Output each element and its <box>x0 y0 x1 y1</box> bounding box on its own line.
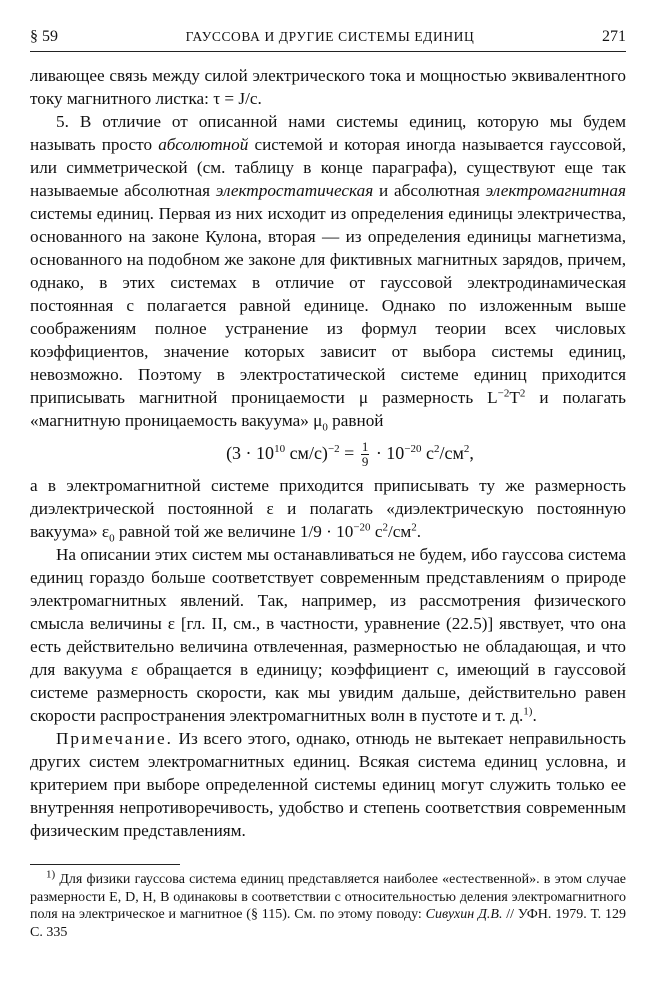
paragraph-note: Примечание. Из всего этого, однако, отнюдь не вытекает неправильность других систем электромагнитных единиц. Всякая система единиц условна, и критерием при выборе определенной системы единиц могут служить только ее внутренняя непротиворечивость, удобство и степень соответствия современным физическим представлениям. <box>30 729 626 840</box>
page <box>30 28 626 941</box>
paragraph-electromagnetic-system: а в электромагнитной системе приходится приписывать ту же размерность диэлектрической постоянной ε и полагать «диэлектрическую постоянную вакуума» $\varepsilon_0$ равной той же величине $1/9 \cdot 10^{-20}$ $с^2/см^2$. <box>30 476 626 545</box>
footnote-mark: 1) <box>46 868 56 881</box>
running-title: ГАУССОВА И ДРУГИЕ СИСТЕМЫ ЕДИНИЦ <box>185 29 475 44</box>
section-number: § 59 <box>30 28 58 45</box>
emphasis-electromagnetic: электромагнитная <box>485 181 626 200</box>
main-text <box>30 64 626 842</box>
fraction-one-ninth: $\frac{1}{9}$ <box>361 439 369 470</box>
footnote-author: Сивухин Д.В. <box>425 907 503 922</box>
footnote-divider <box>30 864 180 865</box>
footnote: $^{1)}$ Для физики гауссова система единиц представляется наиболее «естественной». в этом случае размерности E, D, H, B одинаковы в соответствии с относительностью деления электромагнитного поля на электрическое и магнитное (§ 115). См. по этому поводу: Сивухин Д.В. // УФН. 1979. Т. 129 С. 335 <box>30 868 626 940</box>
emphasis-absolute: абсолютной <box>158 135 249 154</box>
paragraph-continuation: ливающее связь между силой электрического тока и мощностью эквивалентного току магнитного листка: τ = J/c. <box>30 66 626 108</box>
paragraph-gaussian-preference: На описании этих систем мы останавливаться не будем, ибо гауссова система единиц гораздо больше соответствует современным представлениям о природе электромагнитных явлений. Так, например, из рассмотрения физического смысла величины ε [гл. II, см., в частности, уравнение (22.5)] явствует, что она есть действительно величина отвлеченная, размерностью не обладающая, и что для вакуума ε обращается в единицу; коэффициент c, имеющий в гауссовой системе размерность скорости, как мы увидим дальше, действительно равен скорости распространения электромагнитных волн в пустоте и т. д.$^{1)}$. <box>30 545 626 725</box>
page-number: 271 <box>601 28 626 45</box>
emphasis-electrostatic: электростатическая <box>215 181 374 200</box>
running-header <box>30 28 626 52</box>
note-label: Примечание. <box>56 729 173 748</box>
display-formula: ($3 \cdot 10^{10}$ см/с)$^{-2}$ = $\frac{1}{9}$ · $10^{-20}$ $с^2/см^2$, <box>226 439 474 470</box>
paragraph-5: 5. В отличие от описанной нами системы единиц, которую мы будем называть просто абсолютной системой и которая иногда называется гауссовой, или симметрической (см. таблицу в конце параграфа), существуют еще так называемые абсолютная электростатическая и абсолютная электромагнитная системы единиц. Первая из них исходит из определения единицы электричества, основанного на законе Кулона, вторая — из определения единицы магнетизма, основанного на подобном же законе для фиктивных магнитных зарядов, причем, однако, в этих системах в отличие от гауссовой электродинамическая постоянная c полагается равной единице. Однако по изложенным выше соображениям полное устранение из формул теории всех числовых коэффициентов, значение которых зависит от выбора системы единиц, невозможно. Поэтому в электростатической системе единиц приходится приписывать магнитной проницаемости μ размерность $L^{-2}T^2$ и полагать «магнитную проницаемость вакуума» $\mu_0$ равной <box>30 112 626 434</box>
footnote-ref[interactable]: 1) <box>523 705 533 718</box>
